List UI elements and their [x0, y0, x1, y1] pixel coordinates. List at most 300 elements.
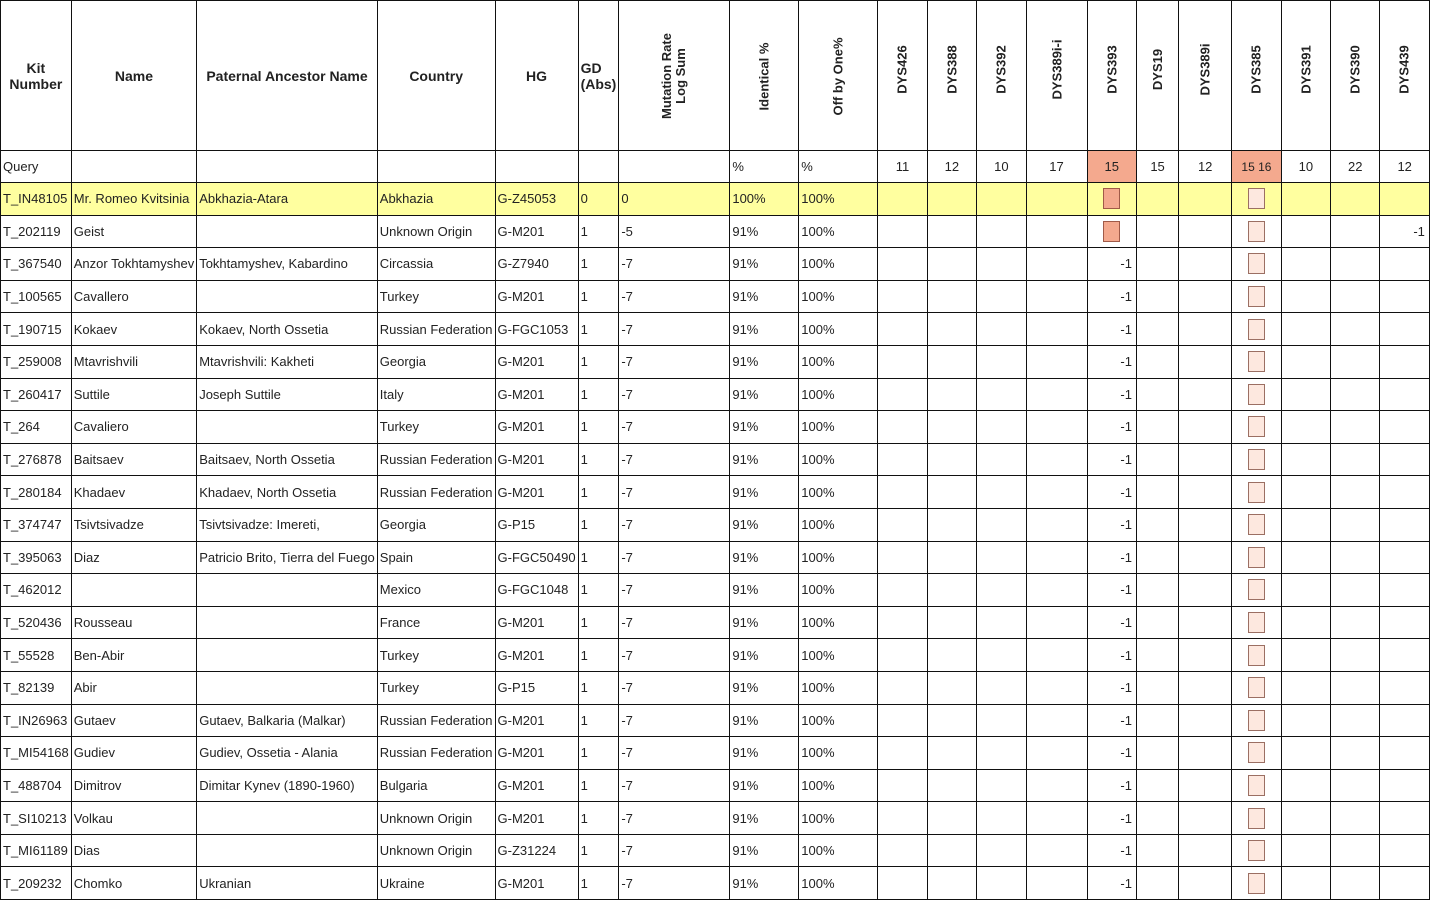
off-by-one-cell: 100% — [799, 443, 878, 476]
dys388-cell — [927, 378, 976, 411]
dys390-cell — [1331, 802, 1380, 835]
dys426-cell — [878, 345, 927, 378]
dys388-cell — [927, 443, 976, 476]
hg-cell: G-Z31224 — [495, 834, 578, 867]
col-mutation-rate-label: Mutation Rate Log Sum — [659, 32, 689, 119]
dys392-cell — [977, 443, 1026, 476]
table-row[interactable] — [1, 574, 1430, 607]
hg-cell: G-Z45053 — [495, 183, 578, 216]
hg-cell: G-M201 — [495, 443, 578, 476]
dys389i-cell — [1179, 476, 1232, 509]
dys392-cell — [977, 313, 1026, 346]
kit-number-cell: T_374747 — [1, 508, 72, 541]
dys426-cell — [878, 378, 927, 411]
paternal-ancestor-cell: Khadaev, North Ossetia — [197, 476, 378, 509]
col-dys19[interactable] — [1136, 1, 1178, 151]
off-by-one-cell: 100% — [799, 541, 878, 574]
gd-cell: 1 — [578, 606, 619, 639]
dys392-cell — [977, 834, 1026, 867]
col-dys388-label: DYS388 — [944, 45, 960, 94]
gd-cell: 1 — [578, 834, 619, 867]
dys389i-cell — [1179, 867, 1232, 900]
dys426-cell — [878, 313, 927, 346]
dys392-cell — [977, 606, 1026, 639]
dys389i-i-cell — [1026, 834, 1087, 867]
kit-number-cell: T_82139 — [1, 671, 72, 704]
name-cell: Tsivtsivadze — [71, 508, 196, 541]
col-off-by-one[interactable] — [799, 1, 878, 151]
col-country[interactable]: Country — [377, 1, 495, 151]
dys388-cell — [927, 704, 976, 737]
table-row[interactable] — [1, 476, 1430, 509]
dys388-cell — [927, 411, 976, 444]
col-mutation-rate[interactable] — [619, 1, 730, 151]
kit-number-cell: T_55528 — [1, 639, 72, 672]
paternal-ancestor-cell — [197, 606, 378, 639]
hg-cell: G-M201 — [495, 769, 578, 802]
identical-cell: 91% — [730, 280, 799, 313]
mutation-rate-cell: -7 — [619, 248, 730, 281]
table-row[interactable] — [1, 606, 1430, 639]
dys391-cell — [1281, 639, 1330, 672]
dys385-cell — [1232, 639, 1281, 672]
identical-cell: 91% — [730, 671, 799, 704]
dys385-cell — [1232, 215, 1281, 248]
dys389i-i-cell — [1026, 183, 1087, 216]
country-cell: Russian Federation — [377, 313, 495, 346]
dys385-cell — [1232, 541, 1281, 574]
dys393-cell: -1 — [1087, 313, 1136, 346]
kit-number-cell: T_520436 — [1, 606, 72, 639]
dys19-cell — [1136, 378, 1178, 411]
dys390-cell — [1331, 215, 1380, 248]
gd-cell: 1 — [578, 248, 619, 281]
mutation-rate-cell: -7 — [619, 639, 730, 672]
name-cell: Geist — [71, 215, 196, 248]
col-dys392[interactable] — [977, 1, 1026, 151]
dys385-cell — [1232, 378, 1281, 411]
dys388-cell — [927, 574, 976, 607]
paternal-ancestor-cell: Gutaev, Balkaria (Malkar) — [197, 704, 378, 737]
dys389i-cell — [1179, 541, 1232, 574]
dys19-cell — [1136, 574, 1178, 607]
name-cell: Dimitrov — [71, 769, 196, 802]
table-row[interactable] — [1, 639, 1430, 672]
dys393-cell: -1 — [1087, 411, 1136, 444]
query-dys393: 15 — [1087, 151, 1136, 183]
dys439-cell — [1380, 443, 1429, 476]
off-by-one-cell: 100% — [799, 476, 878, 509]
dys385-marker — [1248, 221, 1265, 242]
col-dys388[interactable] — [927, 1, 976, 151]
dys385-marker — [1248, 188, 1265, 209]
name-cell: Mtavrishvili — [71, 345, 196, 378]
kit-number-cell: T_462012 — [1, 574, 72, 607]
hg-cell: G-M201 — [495, 704, 578, 737]
col-dys391[interactable] — [1281, 1, 1330, 151]
table-row[interactable] — [1, 215, 1430, 248]
country-cell: Turkey — [377, 411, 495, 444]
hg-cell: G-M201 — [495, 215, 578, 248]
table-row[interactable] — [1, 867, 1430, 900]
dys391-cell — [1281, 867, 1330, 900]
dys390-cell — [1331, 704, 1380, 737]
dys389i-cell — [1179, 345, 1232, 378]
kit-number-cell: T_280184 — [1, 476, 72, 509]
identical-cell: 91% — [730, 769, 799, 802]
dys392-cell — [977, 378, 1026, 411]
dys392-cell — [977, 280, 1026, 313]
dys388-cell — [927, 215, 976, 248]
dys391-cell — [1281, 574, 1330, 607]
dys390-cell — [1331, 183, 1380, 216]
dys393-cell: -1 — [1087, 737, 1136, 770]
off-by-one-cell: 100% — [799, 834, 878, 867]
country-cell: Mexico — [377, 574, 495, 607]
paternal-ancestor-cell — [197, 639, 378, 672]
dys390-cell — [1331, 606, 1380, 639]
dys388-cell — [927, 867, 976, 900]
dys393-cell: -1 — [1087, 574, 1136, 607]
mutation-rate-cell: -7 — [619, 671, 730, 704]
hg-cell: G-M201 — [495, 802, 578, 835]
dys390-cell — [1331, 248, 1380, 281]
hg-cell: G-FGC1053 — [495, 313, 578, 346]
dys19-cell — [1136, 411, 1178, 444]
table-row[interactable] — [1, 671, 1430, 704]
dys393-cell: -1 — [1087, 378, 1136, 411]
query-dys19: 15 — [1136, 151, 1178, 183]
identical-cell: 91% — [730, 313, 799, 346]
mutation-rate-cell: -7 — [619, 313, 730, 346]
dys385-marker — [1248, 775, 1265, 796]
query-dys392: 10 — [977, 151, 1026, 183]
hg-cell: G-M201 — [495, 280, 578, 313]
gd-cell: 1 — [578, 378, 619, 411]
mutation-rate-cell: -7 — [619, 606, 730, 639]
dys439-cell — [1380, 313, 1429, 346]
dys389i-i-cell — [1026, 867, 1087, 900]
name-cell: Ben-Abir — [71, 639, 196, 672]
mutation-rate-cell: -7 — [619, 280, 730, 313]
dys391-cell — [1281, 737, 1330, 770]
dys393-cell — [1087, 215, 1136, 248]
off-by-one-cell: 100% — [799, 769, 878, 802]
dys19-cell — [1136, 476, 1178, 509]
name-cell: Volkau — [71, 802, 196, 835]
dys390-cell — [1331, 769, 1380, 802]
hg-cell: G-M201 — [495, 606, 578, 639]
table-row[interactable] — [1, 345, 1430, 378]
dys388-cell — [927, 248, 976, 281]
query-label: Query — [1, 151, 72, 183]
dys391-cell — [1281, 313, 1330, 346]
kit-number-cell: T_209232 — [1, 867, 72, 900]
dys393-cell: -1 — [1087, 443, 1136, 476]
dys389i-i-cell — [1026, 802, 1087, 835]
dys385-cell — [1232, 704, 1281, 737]
identical-cell: 91% — [730, 215, 799, 248]
dys19-cell — [1136, 443, 1178, 476]
mutation-rate-cell: -7 — [619, 574, 730, 607]
dys439-cell — [1380, 541, 1429, 574]
dys390-cell — [1331, 378, 1380, 411]
dys391-cell — [1281, 671, 1330, 704]
name-cell: Gutaev — [71, 704, 196, 737]
dys426-cell — [878, 704, 927, 737]
off-by-one-cell: 100% — [799, 802, 878, 835]
dys393-cell: -1 — [1087, 476, 1136, 509]
country-cell: Circassia — [377, 248, 495, 281]
table-row[interactable] — [1, 443, 1430, 476]
col-dys390[interactable] — [1331, 1, 1380, 151]
name-cell: Diaz — [71, 541, 196, 574]
dys426-cell — [878, 215, 927, 248]
col-dys389i-label: DYS389i — [1197, 43, 1213, 96]
country-cell: France — [377, 606, 495, 639]
hg-cell: G-M201 — [495, 345, 578, 378]
dys390-cell — [1331, 280, 1380, 313]
dys19-cell — [1136, 704, 1178, 737]
mutation-rate-cell: -7 — [619, 411, 730, 444]
dys389i-i-cell — [1026, 508, 1087, 541]
gd-cell: 1 — [578, 574, 619, 607]
dys389i-i-cell — [1026, 248, 1087, 281]
dys385-cell — [1232, 671, 1281, 704]
query-cell — [377, 151, 495, 183]
dys385-cell — [1232, 345, 1281, 378]
dys392-cell — [977, 476, 1026, 509]
hg-cell: G-M201 — [495, 476, 578, 509]
dys439-cell — [1380, 378, 1429, 411]
dys391-cell — [1281, 769, 1330, 802]
dys385-cell — [1232, 867, 1281, 900]
dys385-cell — [1232, 508, 1281, 541]
country-cell: Abkhazia — [377, 183, 495, 216]
paternal-ancestor-cell: Mtavrishvili: Kakheti — [197, 345, 378, 378]
hg-cell: G-P15 — [495, 671, 578, 704]
query-dys391: 10 — [1281, 151, 1330, 183]
dys426-cell — [878, 737, 927, 770]
name-cell: Gudiev — [71, 737, 196, 770]
dys385-marker — [1248, 677, 1265, 698]
dys19-cell — [1136, 737, 1178, 770]
dys389i-cell — [1179, 769, 1232, 802]
name-cell: Abir — [71, 671, 196, 704]
gd-cell: 1 — [578, 737, 619, 770]
gd-cell: 1 — [578, 313, 619, 346]
dys389i-i-cell — [1026, 671, 1087, 704]
dys439-cell — [1380, 248, 1429, 281]
identical-cell: 91% — [730, 541, 799, 574]
dys393-cell: -1 — [1087, 280, 1136, 313]
table-row[interactable] — [1, 280, 1430, 313]
identical-cell: 91% — [730, 639, 799, 672]
col-identical[interactable] — [730, 1, 799, 151]
dys19-cell — [1136, 606, 1178, 639]
dys393-cell: -1 — [1087, 345, 1136, 378]
dys390-cell — [1331, 671, 1380, 704]
identical-cell: 91% — [730, 704, 799, 737]
country-cell: Georgia — [377, 508, 495, 541]
dys391-cell — [1281, 606, 1330, 639]
col-identical-label: Identical % — [756, 42, 772, 110]
gd-cell: 1 — [578, 508, 619, 541]
kit-number-cell: T_MI61189 — [1, 834, 72, 867]
name-cell: Anzor Tokhtamyshev — [71, 248, 196, 281]
dys426-cell — [878, 280, 927, 313]
col-dys426[interactable] — [878, 1, 927, 151]
identical-cell: 91% — [730, 867, 799, 900]
dys426-cell — [878, 867, 927, 900]
country-cell: Turkey — [377, 639, 495, 672]
dys391-cell — [1281, 476, 1330, 509]
col-dys393[interactable] — [1087, 1, 1136, 151]
dys19-cell — [1136, 345, 1178, 378]
dys385-cell — [1232, 443, 1281, 476]
hg-cell: G-M201 — [495, 867, 578, 900]
name-cell: Kokaev — [71, 313, 196, 346]
dys426-cell — [878, 183, 927, 216]
dys19-cell — [1136, 183, 1178, 216]
dys392-cell — [977, 769, 1026, 802]
table-row[interactable] — [1, 508, 1430, 541]
col-dys392-label: DYS392 — [993, 45, 1009, 94]
identical-cell: 91% — [730, 476, 799, 509]
paternal-ancestor-cell: Kokaev, North Ossetia — [197, 313, 378, 346]
col-dys439[interactable] — [1380, 1, 1429, 151]
paternal-ancestor-cell: Gudiev, Ossetia - Alania — [197, 737, 378, 770]
dys389i-i-cell — [1026, 215, 1087, 248]
dys388-cell — [927, 541, 976, 574]
dys392-cell — [977, 541, 1026, 574]
kit-number-cell: T_MI54168 — [1, 737, 72, 770]
paternal-ancestor-cell — [197, 280, 378, 313]
dys391-cell — [1281, 411, 1330, 444]
dys392-cell — [977, 639, 1026, 672]
dys389i-cell — [1179, 183, 1232, 216]
mutation-rate-cell: -7 — [619, 704, 730, 737]
dys388-cell — [927, 802, 976, 835]
dys391-cell — [1281, 378, 1330, 411]
col-name[interactable]: Name — [71, 1, 196, 151]
dys19-cell — [1136, 313, 1178, 346]
col-dys385[interactable] — [1232, 1, 1281, 151]
table-row[interactable] — [1, 834, 1430, 867]
query-dys426: 11 — [878, 151, 927, 183]
col-dys389i-i[interactable] — [1026, 1, 1087, 151]
dys385-cell — [1232, 769, 1281, 802]
gd-cell: 1 — [578, 769, 619, 802]
mutation-rate-cell: 0 — [619, 183, 730, 216]
dys439-cell — [1380, 183, 1429, 216]
mismatch-marker — [1103, 188, 1120, 209]
dys393-cell: -1 — [1087, 802, 1136, 835]
table-row[interactable] — [1, 313, 1430, 346]
dys393-cell: -1 — [1087, 541, 1136, 574]
dys426-cell — [878, 802, 927, 835]
dys426-cell — [878, 248, 927, 281]
off-by-one-cell: 100% — [799, 183, 878, 216]
dys439-cell — [1380, 867, 1429, 900]
dys385-marker — [1248, 808, 1265, 829]
dys389i-i-cell — [1026, 345, 1087, 378]
country-cell: Spain — [377, 541, 495, 574]
mutation-rate-cell: -7 — [619, 834, 730, 867]
dys390-cell — [1331, 345, 1380, 378]
identical-cell: 91% — [730, 443, 799, 476]
dys439-cell — [1380, 834, 1429, 867]
dys385-marker — [1248, 514, 1265, 535]
dys389i-cell — [1179, 639, 1232, 672]
kit-number-cell: T_100565 — [1, 280, 72, 313]
dys389i-i-cell — [1026, 606, 1087, 639]
dys393-cell: -1 — [1087, 671, 1136, 704]
col-gd[interactable]: GD (Abs) — [578, 1, 619, 151]
country-cell: Russian Federation — [377, 704, 495, 737]
dys426-cell — [878, 443, 927, 476]
gd-cell: 1 — [578, 867, 619, 900]
dys391-cell — [1281, 802, 1330, 835]
kit-number-cell: T_488704 — [1, 769, 72, 802]
table-row[interactable] — [1, 769, 1430, 802]
table-row[interactable] — [1, 183, 1430, 216]
table-row[interactable] — [1, 802, 1430, 835]
dys392-cell — [977, 574, 1026, 607]
dys385-cell — [1232, 411, 1281, 444]
dys385-cell — [1232, 574, 1281, 607]
dys393-cell: -1 — [1087, 834, 1136, 867]
col-hg[interactable]: HG — [495, 1, 578, 151]
dys385-marker — [1248, 319, 1265, 340]
table-row[interactable] — [1, 411, 1430, 444]
mutation-rate-cell: -7 — [619, 769, 730, 802]
dys393-cell: -1 — [1087, 248, 1136, 281]
table-row[interactable] — [1, 704, 1430, 737]
dys426-cell — [878, 476, 927, 509]
dys392-cell — [977, 345, 1026, 378]
query-cell — [71, 151, 196, 183]
dys389i-cell — [1179, 313, 1232, 346]
hg-cell: G-M201 — [495, 737, 578, 770]
query-row — [1, 151, 1430, 183]
col-dys389i[interactable] — [1179, 1, 1232, 151]
dys439-cell — [1380, 737, 1429, 770]
col-kit-number[interactable]: Kit Number — [1, 1, 72, 151]
country-cell: Unknown Origin — [377, 834, 495, 867]
dys385-marker — [1248, 384, 1265, 405]
dys388-cell — [927, 183, 976, 216]
table-row[interactable] — [1, 541, 1430, 574]
paternal-ancestor-cell: Patricio Brito, Tierra del Fuego — [197, 541, 378, 574]
col-paternal-ancestor[interactable]: Paternal Ancestor Name — [197, 1, 378, 151]
country-cell: Russian Federation — [377, 476, 495, 509]
table-row[interactable] — [1, 248, 1430, 281]
dys388-cell — [927, 313, 976, 346]
name-cell: Chomko — [71, 867, 196, 900]
query-dys439: 12 — [1380, 151, 1429, 183]
off-by-one-cell: 100% — [799, 248, 878, 281]
col-dys393-label: DYS393 — [1104, 45, 1120, 94]
dys389i-i-cell — [1026, 639, 1087, 672]
dys426-cell — [878, 541, 927, 574]
table-row[interactable] — [1, 378, 1430, 411]
table-row[interactable] — [1, 737, 1430, 770]
query-dys389i: 12 — [1179, 151, 1232, 183]
dys385-cell — [1232, 802, 1281, 835]
dys19-cell — [1136, 769, 1178, 802]
identical-cell: 91% — [730, 606, 799, 639]
